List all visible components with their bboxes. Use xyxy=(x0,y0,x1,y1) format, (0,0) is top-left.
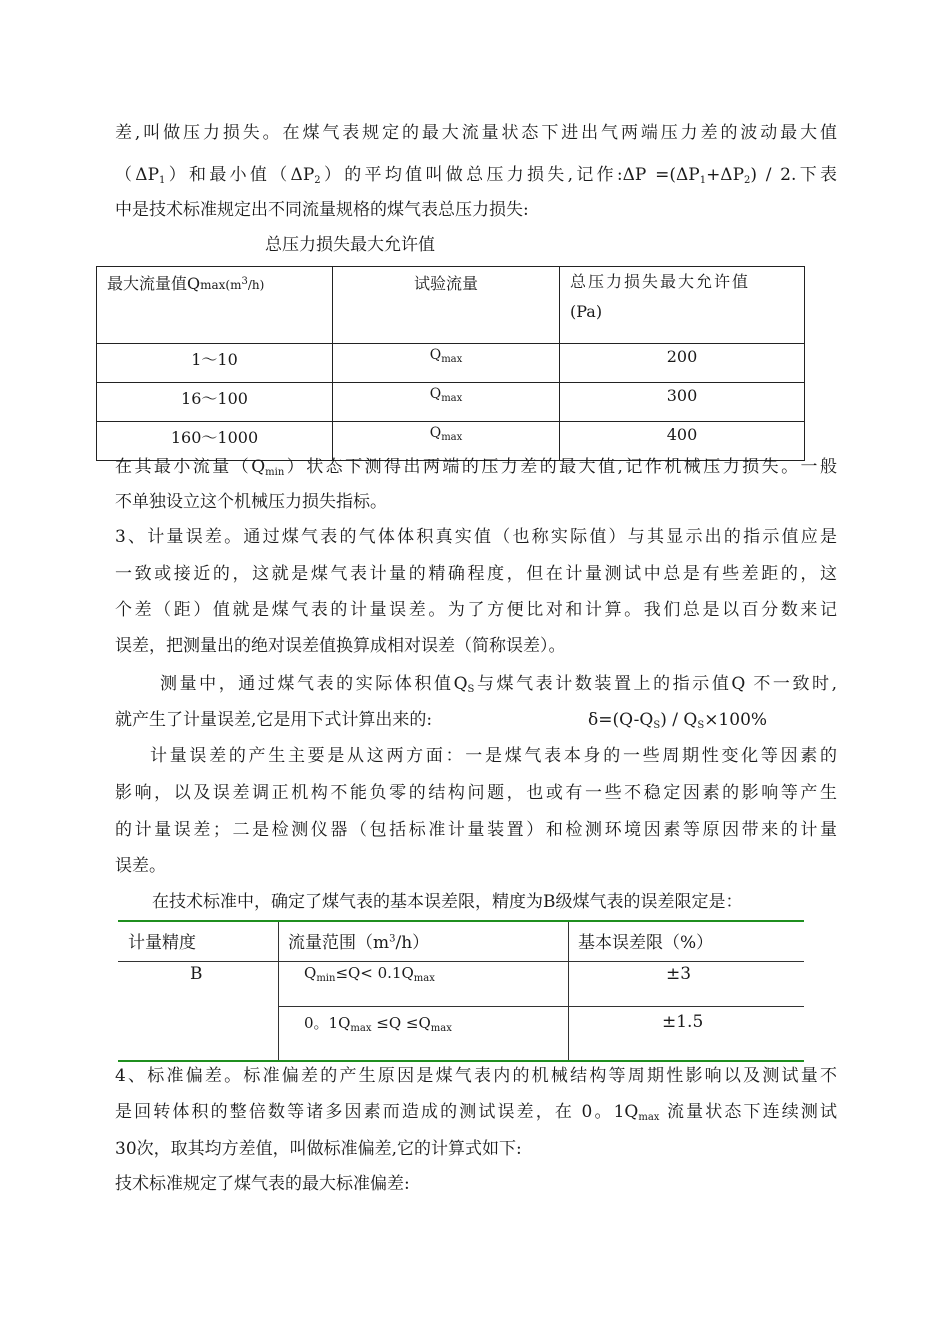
header-divider xyxy=(118,961,804,962)
para7-line-4: 技术标准规定了煤气表的最大标准偏差: xyxy=(115,1174,410,1194)
grade-cell: B xyxy=(190,964,203,984)
header-accuracy: 计量精度 xyxy=(128,933,196,953)
header-test-flow: 试验流量 xyxy=(333,267,560,344)
header-max-flow: 最大流量值$Qmax(m^3/h)$ xyxy=(97,267,333,344)
para4-line-1: 测量中，通过煤气表的实际体积值$Q_S$与煤气表计数装置上的指示值Q 不一致时, xyxy=(160,674,838,695)
para2-line-1: 在其最小流量$(Q_{min})$状态下测得出两端的压力差的最大值,记作机械压力损失。一般 xyxy=(115,457,838,478)
para7-line-3: 30次，取其均方差值，叫做标准偏差,它的计算式如下: xyxy=(115,1139,522,1159)
para7-line-1: 4、标准偏差。标准偏差的产生原因是煤气表内的机械结构等周期性影响以及测试量不 xyxy=(115,1066,837,1086)
table-row xyxy=(97,344,805,383)
error-cell: ±3 xyxy=(666,964,692,984)
range-cell: 160～1000 xyxy=(97,422,333,461)
pressure-loss-table xyxy=(96,266,805,461)
range-cell: 0。$1Q_{max} \le Q \le Q_{max}$ xyxy=(304,1014,452,1034)
column-divider xyxy=(568,922,569,1060)
para5-line-3: 的计量误差；二是检测仪器（包括标准计量装置）和检测环境因素等原因带来的计量 xyxy=(115,820,837,840)
test-flow-cell: $Q_{max}$ xyxy=(333,383,560,422)
header-max-loss: 总压力损失最大允许值 (Pa) xyxy=(560,267,805,344)
range-cell: 16～100 xyxy=(97,383,333,422)
para3-line-4: 误差，把测量出的绝对误差值换算成相对误差（简称误差）。 xyxy=(115,636,566,656)
value-cell: 300 xyxy=(560,383,805,422)
value-cell: 400 xyxy=(560,422,805,461)
value-cell: 200 xyxy=(560,344,805,383)
range-cell: $Q_{min}\le Q< 0.1Q_{max}$ xyxy=(304,964,435,984)
header-error-limit: 基本误差限（%） xyxy=(578,933,714,953)
table-header-row xyxy=(97,267,805,344)
test-flow-cell: $Q_{max}$ xyxy=(333,344,560,383)
error-formula: $\delta=(Q-Q_S) / Q_S\times 100\%$ xyxy=(588,710,768,731)
table-top-rule xyxy=(118,920,804,922)
para3-line-2: 一致或接近的，这就是煤气表计量的精确程度，但在计量测试中总是有些差距的，这 xyxy=(115,564,837,584)
header-flow-range: 流量范围$(m^3/h)$ xyxy=(288,933,430,953)
intro-line-1: 差,叫做压力损失。在煤气表规定的最大流量状态下进出气两端压力差的波动最大值 xyxy=(115,123,837,143)
para3-line-3: 个差（距）值就是煤气表的计量误差。为了方便比对和计算。我们总是以百分数来记 xyxy=(115,600,837,620)
table-bottom-rule xyxy=(118,1060,804,1062)
intro-line-2: $(\Delta P_1)$和最小值$(\Delta P_2)$的平均值叫做总压力损失,记作:ΔP $=(\Delta P_1+\Delta P_2) / 2$.下表 xyxy=(115,165,838,186)
error-cell: ±1.5 xyxy=(662,1012,704,1032)
para5-line-1: 计量误差的产生主要是从这两方面：一是煤气表本身的一些周期性变化等因素的 xyxy=(150,746,837,766)
para7-line-2: 是回转体积的整倍数等诸多因素而造成的测试误差，在 0。$1Q_{max}$ 流量状态下连续测试 xyxy=(115,1102,837,1123)
accuracy-table xyxy=(118,920,804,1062)
table-row xyxy=(97,383,805,422)
test-flow-cell: $Q_{max}$ xyxy=(333,422,560,461)
range-cell: 1～10 xyxy=(97,344,333,383)
table1-caption: 总压力损失最大允许值 xyxy=(265,235,435,255)
para4-line-2: 就产生了计量误差,它是用下式计算出来的: xyxy=(115,710,433,730)
para5-line-4: 误差。 xyxy=(115,856,166,876)
para5-line-2: 影响，以及误差调正机构不能负零的结构问题，也或有一些不稳定因素的影响等产生 xyxy=(115,783,837,803)
para2-line-2: 不单独设立这个机械压力损失指标。 xyxy=(115,492,387,512)
para3-line-1: 3、计量误差。通过煤气表的气体体积真实值（也称实际值）与其显示出的指示值应是 xyxy=(115,527,837,547)
para6-line-1: 在技术标准中，确定了煤气表的基本误差限，精度为B级煤气表的误差限定是： xyxy=(152,892,743,912)
column-divider xyxy=(278,922,279,1060)
intro-line-3: 中是技术标准规定出不同流量规格的煤气表总压力损失: xyxy=(115,200,529,220)
row-divider xyxy=(278,1006,804,1007)
